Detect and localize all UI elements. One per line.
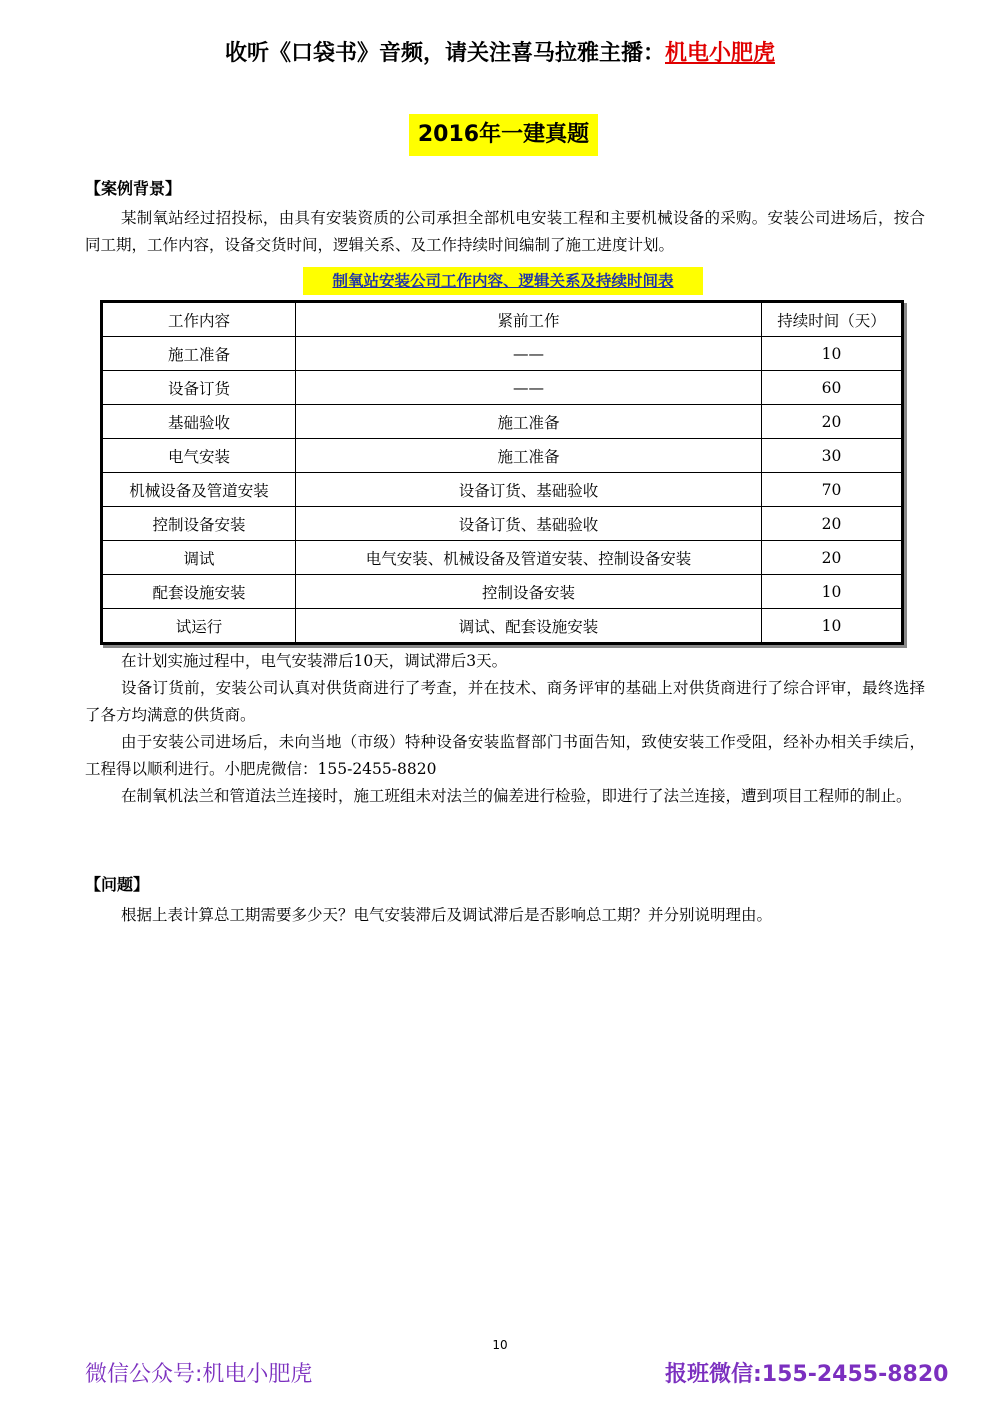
table-row [103,337,902,371]
duration-cell: 30 [762,439,902,473]
table-row [103,473,902,507]
task-cell: 机械设备及管道安装 [103,473,296,507]
task-cell: 基础验收 [103,405,296,439]
table-row [103,609,902,643]
predecessor-cell: —— [296,337,762,371]
header-cell: 持续时间（天） [762,303,902,337]
table-row [103,507,902,541]
host-name-link[interactable]: 机电小肥虎 [665,41,776,66]
schedule-table [100,300,904,645]
table-row [103,371,902,405]
supplier-paragraph: 设备订货前，安装公司认真对供货商进行了考查，并在技术、商务评审的基础上对供货商进行了综合评审，最终选择了各方均满意的供货商。 [85,679,925,724]
predecessor-cell: 控制设备安装 [296,575,762,609]
page-title: 2016年一建真题 [409,114,598,156]
duration-cell: 10 [762,337,902,371]
flange-paragraph: 在制氧机法兰和管道法兰连接时，施工班组未对法兰的偏差进行检验，即进行了法兰连接，遭到项目工程师的制止。 [121,787,912,805]
task-cell: 设备订货 [103,371,296,405]
duration-cell: 60 [762,371,902,405]
header-text: 收听《口袋书》音频，请关注喜马拉雅主播： [224,41,665,66]
predecessor-cell: 施工准备 [296,439,762,473]
task-cell: 施工准备 [103,337,296,371]
footer-signup-wechat: 报班微信:155-2455-8820 [665,1362,949,1387]
duration-cell: 10 [762,609,902,643]
predecessor-cell: 设备订货、基础验收 [296,473,762,507]
task-cell: 控制设备安装 [103,507,296,541]
table-row [103,405,902,439]
background-paragraph: 某制氧站经过招投标，由具有安装资质的公司承担全部机电安装工程和主要机械设备的采购。安装公司进场后，按合同工期，工作内容，设备交货时间，逻辑关系、及工作持续时间编制了施工进度计划。 [85,209,925,254]
table-row [103,541,902,575]
predecessor-cell: 调试、配套设施安装 [296,609,762,643]
duration-cell: 20 [762,507,902,541]
delay-paragraph: 在计划实施过程中，电气安装滞后10天，调试滞后3天。 [121,652,508,670]
question-heading: 【问题】 [85,875,150,894]
task-cell: 调试 [103,541,296,575]
page-number: 10 [492,1338,508,1352]
question-text: 根据上表计算总工期需要多少天？电气安装滞后及调试滞后是否影响总工期？并分别说明理由。 [121,906,773,924]
header-cell: 紧前工作 [296,303,762,337]
duration-cell: 20 [762,405,902,439]
duration-cell: 20 [762,541,902,575]
task-cell: 试运行 [103,609,296,643]
predecessor-cell: —— [296,371,762,405]
duration-cell: 70 [762,473,902,507]
background-heading: 【案例背景】 [85,179,182,198]
predecessor-cell: 电气安装、机械设备及管道安装、控制设备安装 [296,541,762,575]
predecessor-cell: 设备订货、基础验收 [296,507,762,541]
header-cell: 工作内容 [103,303,296,337]
task-cell: 配套设施安装 [103,575,296,609]
table-row [103,439,902,473]
task-cell: 电气安装 [103,439,296,473]
notice-paragraph: 由于安装公司进场后，未向当地（市级）特种设备安装监督部门书面告知，致使安装工作受阻，经补办相关手续后，工程得以顺利进行。小肥虎微信：155-2455-8820 [85,733,925,778]
table-header-row [103,303,902,337]
table-row [103,575,902,609]
duration-cell: 10 [762,575,902,609]
predecessor-cell: 施工准备 [296,405,762,439]
page-header [0,36,1000,67]
table-caption: 制氧站安装公司工作内容、逻辑关系及持续时间表 [303,267,703,295]
footer-wechat-account: 微信公众号:机电小肥虎 [85,1362,313,1387]
